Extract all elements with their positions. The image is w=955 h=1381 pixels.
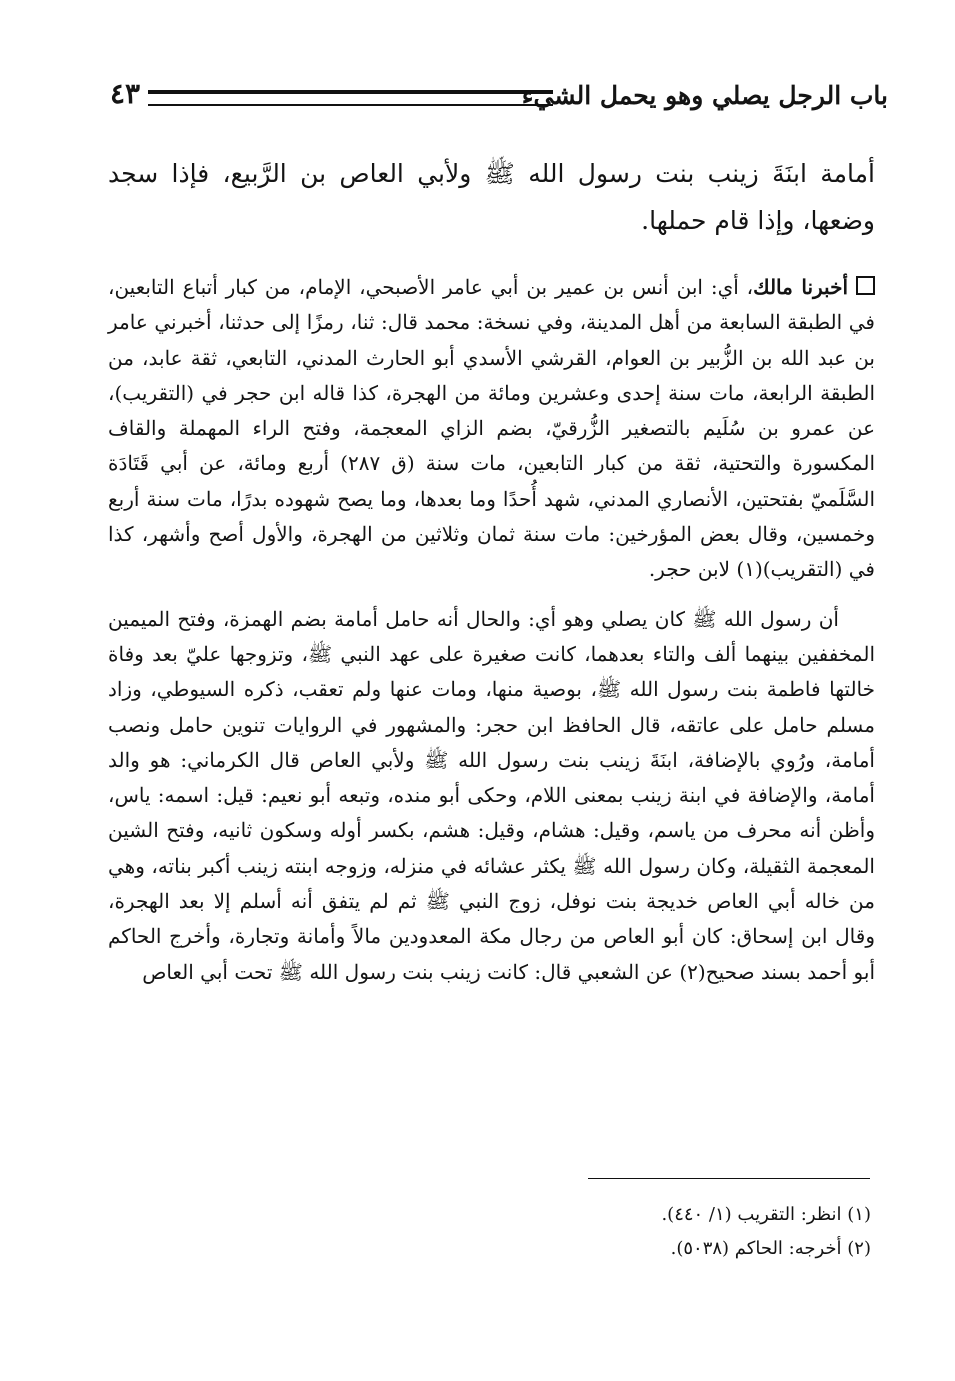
hadith-text: أمامة ابنَةَ زينب بنت رسول الله ﷺ ولأبي العاص بن الرَّبيع، فإذا سجد وضعها، وإذا قام حملها. xyxy=(108,159,875,235)
commentary-lead: أخبرنا مالك xyxy=(753,275,848,299)
commentary-text: ، أي: ابن أنس بن عمير بن أبي عامر الأصبحي، الإمام، من كبار أتباع التابعين، في الطبقة السابعة من أهل المدينة، وفي نسخة: محمد قال: ثنا، رمزًا إلى حدثنا، أخبرني عامر بن عبد الله بن الزُّبير بن العوام، القرشي الأسدي أبو الحارث المدني، التابعي، ثقة عابد، من الطبقة الرابعة، مات سنة إحدى وعشرين ومائة من الهجرة، كذا قاله ابن حجر في (التقريب)، عن عمرو بن سُلَيم بالتصغير الزُّرقيّ، بضم الزاي المعجمة، وفتح الراء المهملة والقاف المكسورة والتحتية، ثقة من كبار التابعين، مات سنة (ق ٢٨٧) أربع ومائة، عن أبي قَتَادَة السَّلَميّ بفتحتين، الأنصاري المدني، شهد أُحدًا وما بعدها، وما يصح شهوده بدرًا، مات سنة أربع وخمسين، وقال بعض المؤرخين: مات سنة ثمان وثلاثين من الهجرة، والأول أصح وأشهر، كذا في (التقريب)(١) لابن حجر. xyxy=(108,275,876,582)
square-marker-icon xyxy=(856,276,875,295)
page-header xyxy=(110,76,888,120)
commentary-paragraph xyxy=(108,270,875,588)
header-double-rule xyxy=(148,90,553,106)
commentary-paragraph-2: أن رسول الله ﷺ كان يصلي وهو أي: والحال أنه حامل أمامة بضم الهمزة، وفتح الميمين المخففين بينهما ألف والتاء بعدهما، كانت صغيرة على عهد النبي ﷺ، وتزوجها عليّ بعد وفاة خالتها فاطمة بنت رسول الله ﷺ، بوصية منها، ومات عنها ولم تعقب، ذكره السيوطي، وزاد مسلم حامل على عاتقه، قال الحافظ ابن حجر: والمشهور في الروايات تنوين حامل ونصب أمامة، ورُوي بالإضافة، ابنَةَ زينب بنت رسول الله ﷺ ولأبي العاص قال الكرماني: هو والد أمامة، والإضافة في ابنة زينب بمعنى اللام، وحكى أبو منده، وتبعه أبو نعيم: قيل: اسمه: ياس، وأظن أنه محرف من ياسم، وقيل: هشام، وقيل: هشم، بكسر أوله وسكون ثانيه، وفتح الشين المعجمة الثقيلة، وكان رسول الله ﷺ يكثر عشائه في منزله، وزوجه ابنته زينب أكبر بناته، وهي من خاله أبي العاص خديجة بنت نوفل، زوج النبي ﷺ ثم لم يتفق أنه أسلم إلا بعد الهجرة، وقال ابن إسحاق: كان أبو العاص من رجال مكة المعدودين مالاً وأمانة وتجارة، وأخرج الحاكم أبو أحمد بسند صحيح(٢) عن الشعبي قال: كانت زينب بنت رسول الله ﷺ تحت أبي العاص xyxy=(108,606,875,984)
running-title: باب الرجل يصلي وهو يحمل الشيء xyxy=(521,81,888,110)
page-body xyxy=(108,150,875,990)
footnote-separator xyxy=(588,1178,870,1179)
footnote-item: (١) انظر: التقريب (١/ ٤٤٠). xyxy=(661,1204,871,1225)
page-number: ٤٣ xyxy=(110,77,141,110)
footnotes xyxy=(471,1198,871,1266)
footnote-item: (٢) أخرجه: الحاكم (٥٠٣٨). xyxy=(670,1238,871,1259)
